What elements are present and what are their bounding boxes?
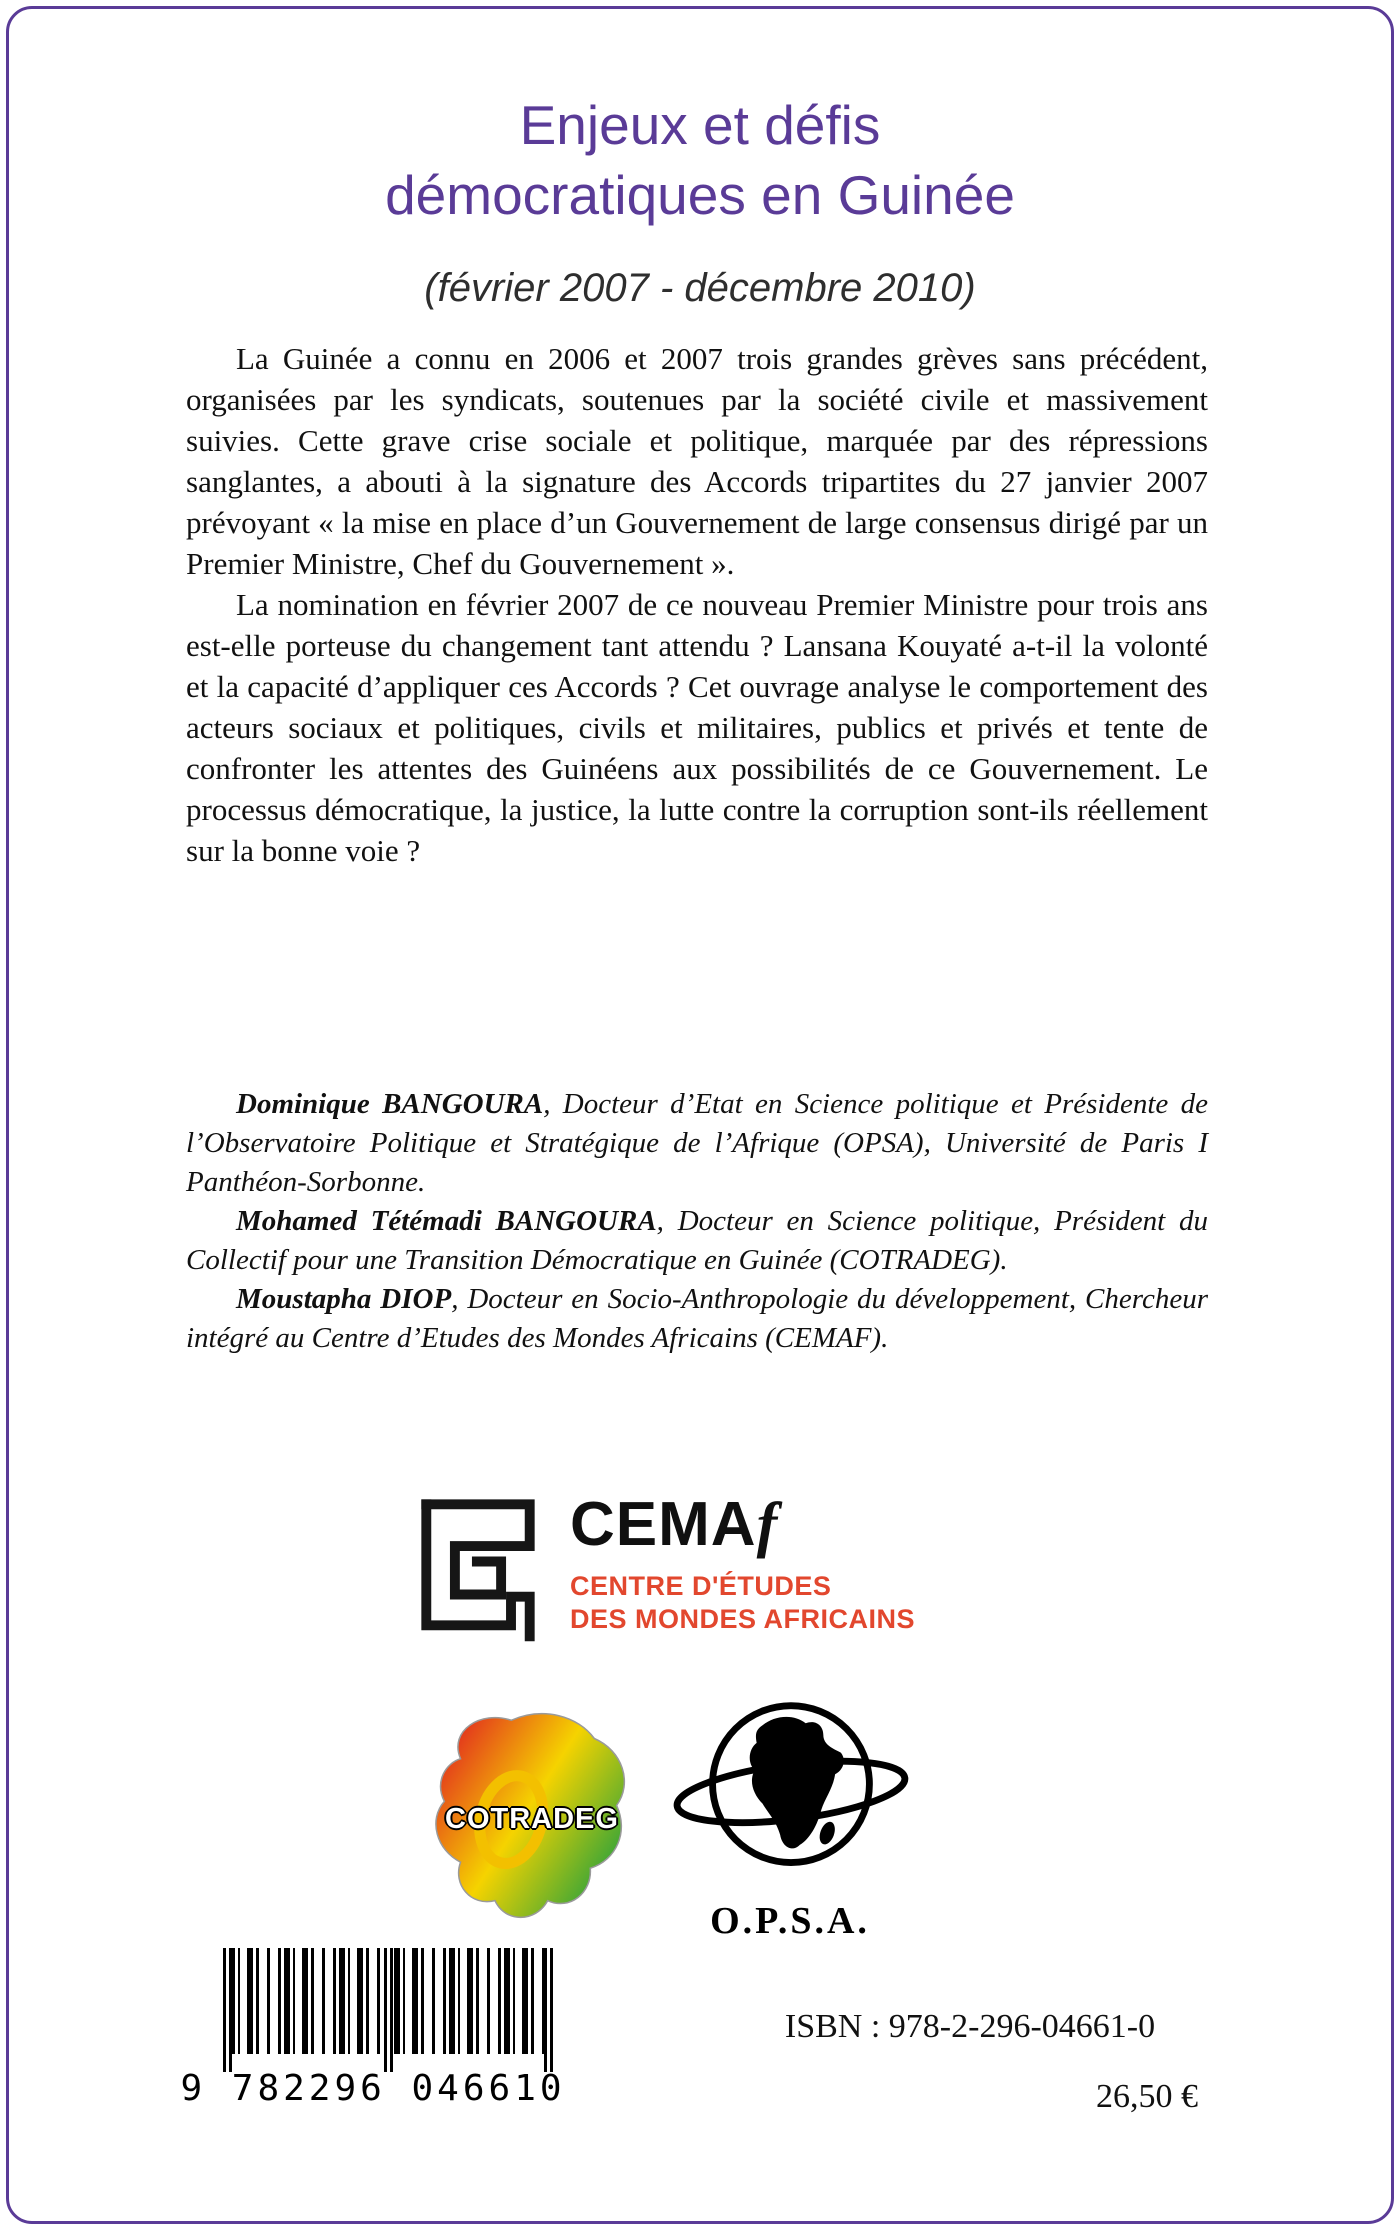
barcode-digits: 9 782296 046610: [180, 2068, 566, 2109]
author-bio: [186, 1085, 1208, 1202]
cemaf-name-line-2: DES MONDES AFRICAINS: [570, 1604, 916, 1634]
cemaf-text-block: [570, 1492, 915, 1636]
author-bio: [186, 1202, 1208, 1280]
isbn-text: ISBN : 978-2-296-04661-0: [784, 2008, 1156, 2045]
synopsis-section: [186, 338, 1208, 871]
author-name: Moustapha DIOP: [236, 1283, 452, 1315]
cemaf-acronym: [570, 1490, 915, 1559]
title-line-2: démocratiques en Guinée: [385, 164, 1015, 226]
subtitle-date-range: (février 2007 - décembre 2010): [424, 266, 976, 310]
opsa-logo: [668, 1688, 912, 1943]
author-bio-text: , Docteur en Science politique, Président du Collectif pour une Transition Démocratique en Guinée (COTRADEG).: [186, 1205, 1208, 1276]
cemaf-acronym-f: f: [756, 1491, 779, 1559]
author-name: Mohamed Tétémadi BANGOURA: [236, 1205, 657, 1237]
opsa-label: O.P.S.A.: [710, 1900, 870, 1942]
africa-globe-icon: [672, 1688, 908, 1888]
maze-icon: [412, 1492, 544, 1642]
cotradeg-label: COTRADEG: [445, 1802, 619, 1835]
cemaf-full-name: [570, 1570, 915, 1636]
cemaf-logo: [412, 1492, 915, 1642]
book-title: [0, 90, 1400, 230]
author-bio: [186, 1280, 1208, 1358]
price-text: 26,50 €: [1096, 2078, 1198, 2115]
synopsis-paragraph-1: La Guinée a connu en 2006 et 2007 trois grandes grèves sans précédent, organisées par les syndicats, soutenues par la société civile et massivement suivies. Cette grave crise sociale et politique, marquée par des répressions sanglantes, a abouti à la signature des Accords tripartites du 27 janvier 2007 prévoyant « la mise en place d’un Gouvernement de large consensus dirigé par un Premier Ministre, Chef du Gouvernement ».: [186, 341, 1208, 581]
barcode-guard-middle: [384, 1948, 393, 2072]
synopsis-paragraph-2: La nomination en février 2007 de ce nouveau Premier Ministre pour trois ans est-elle porteuse du changement tant attendu ? Lansana Kouyaté a-t-il la volonté et la capacité d’appliquer ces Accords ? Cet ouvrage analyse le comportement des acteurs sociaux et politiques, civils et militaires, publics et privés et tente de confronter les attentes des Guinéens aux possibilités de ce Gouvernement. Le processus démocratique, la justice, la lutte contre la corruption sont-ils réellement sur la bonne voie ?: [186, 587, 1208, 868]
author-name: Dominique BANGOURA: [236, 1088, 544, 1120]
barcode-guard-left: [223, 1948, 232, 2072]
barcode: [178, 1948, 568, 2110]
cemaf-acronym-main: CEMA: [570, 1490, 757, 1559]
barcode-guard-right: [544, 1948, 553, 2072]
cemaf-name-line-1: CENTRE D'ÉTUDES: [570, 1571, 832, 1601]
author-bio-text: , Docteur en Socio-Anthropologie du développement, Chercheur intégré au Centre d’Etudes des Mondes Africains (CEMAF).: [186, 1283, 1208, 1354]
author-bio-text: , Docteur d’Etat en Science politique et Présidente de l’Observatoire Politique et Stratégique de l’Afrique (OPSA), Université de Paris I Panthéon-Sorbonne.: [186, 1088, 1208, 1198]
title-line-1: Enjeux et défis: [519, 94, 881, 156]
authors-section: [186, 1085, 1208, 1358]
cotradeg-logo: [418, 1700, 646, 1928]
